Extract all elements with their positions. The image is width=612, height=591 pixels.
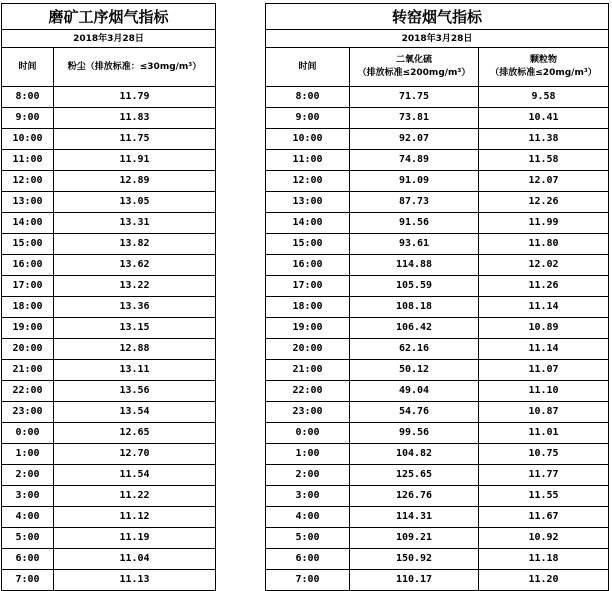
dust-value-cell: 11.79: [54, 87, 216, 108]
time-cell: 3:00: [266, 486, 350, 507]
time-cell: 16:00: [266, 255, 350, 276]
pm-value-cell: 11.67: [479, 507, 609, 528]
so2-value-cell: 62.16: [350, 339, 479, 360]
time-cell: 8:00: [266, 87, 350, 108]
table-row: [266, 465, 609, 486]
kiln-flue-gas-table: [265, 3, 609, 591]
time-cell: 3:00: [2, 486, 54, 507]
dust-value-cell: 11.54: [54, 465, 216, 486]
table-row: [266, 108, 609, 129]
table-row: [266, 360, 609, 381]
pm-value-cell: 12.07: [479, 171, 609, 192]
kiln-col-time: 时间: [266, 48, 350, 87]
dust-value-cell: 13.56: [54, 381, 216, 402]
kiln-table-date: 2018年3月28日: [266, 30, 609, 48]
time-cell: 22:00: [2, 381, 54, 402]
pm-value-cell: 10.87: [479, 402, 609, 423]
pm-value-cell: 11.80: [479, 234, 609, 255]
pm-value-cell: 11.58: [479, 150, 609, 171]
so2-value-cell: 108.18: [350, 297, 479, 318]
dust-value-cell: 13.36: [54, 297, 216, 318]
time-cell: 6:00: [266, 549, 350, 570]
pm-value-cell: 11.07: [479, 360, 609, 381]
table-row: [2, 171, 216, 192]
time-cell: 5:00: [2, 528, 54, 549]
so2-value-cell: 150.92: [350, 549, 479, 570]
table-row: [2, 339, 216, 360]
time-cell: 13:00: [2, 192, 54, 213]
table-row: [2, 255, 216, 276]
so2-value-cell: 125.65: [350, 465, 479, 486]
dust-value-cell: 13.05: [54, 192, 216, 213]
table-row: [2, 360, 216, 381]
pm-value-cell: 11.10: [479, 381, 609, 402]
grinding-flue-gas-table: [1, 3, 216, 591]
so2-value-cell: 110.17: [350, 570, 479, 591]
time-cell: 21:00: [266, 360, 350, 381]
kiln-col-so2-name: 二氧化硫: [395, 55, 432, 65]
table-row: [266, 171, 609, 192]
table-row: [266, 381, 609, 402]
so2-value-cell: 71.75: [350, 87, 479, 108]
time-cell: 14:00: [266, 213, 350, 234]
time-cell: 18:00: [2, 297, 54, 318]
time-cell: 4:00: [266, 507, 350, 528]
dust-value-cell: 12.70: [54, 444, 216, 465]
table-row: [2, 108, 216, 129]
so2-value-cell: 99.56: [350, 423, 479, 444]
pm-value-cell: 11.99: [479, 213, 609, 234]
kiln-col-so2: [350, 48, 479, 87]
time-cell: 23:00: [2, 402, 54, 423]
table-row: [2, 570, 216, 591]
pm-value-cell: 11.20: [479, 570, 609, 591]
dust-value-cell: 11.75: [54, 129, 216, 150]
time-cell: 15:00: [266, 234, 350, 255]
table-row: [266, 276, 609, 297]
table-row: [266, 87, 609, 108]
time-cell: 0:00: [266, 423, 350, 444]
pm-value-cell: 10.92: [479, 528, 609, 549]
dust-value-cell: 11.12: [54, 507, 216, 528]
pm-value-cell: 11.55: [479, 486, 609, 507]
so2-value-cell: 91.09: [350, 171, 479, 192]
table-row: [266, 402, 609, 423]
table-row: [2, 297, 216, 318]
table-row: [266, 129, 609, 150]
table-row: [2, 213, 216, 234]
table-row: [2, 444, 216, 465]
time-cell: 2:00: [2, 465, 54, 486]
so2-value-cell: 106.42: [350, 318, 479, 339]
table-row: [2, 423, 216, 444]
table-row: [266, 150, 609, 171]
time-cell: 17:00: [2, 276, 54, 297]
so2-value-cell: 93.61: [350, 234, 479, 255]
table-row: [2, 150, 216, 171]
table-row: [266, 528, 609, 549]
pm-value-cell: 11.18: [479, 549, 609, 570]
time-cell: 13:00: [266, 192, 350, 213]
time-cell: 20:00: [266, 339, 350, 360]
dust-value-cell: 11.19: [54, 528, 216, 549]
time-cell: 12:00: [2, 171, 54, 192]
time-cell: 16:00: [2, 255, 54, 276]
so2-value-cell: 91.56: [350, 213, 479, 234]
time-cell: 5:00: [266, 528, 350, 549]
time-cell: 8:00: [2, 87, 54, 108]
table-row: [266, 213, 609, 234]
so2-value-cell: 114.31: [350, 507, 479, 528]
so2-value-cell: 49.04: [350, 381, 479, 402]
time-cell: 2:00: [266, 465, 350, 486]
time-cell: 18:00: [266, 297, 350, 318]
table-row: [266, 444, 609, 465]
dust-value-cell: 13.22: [54, 276, 216, 297]
so2-value-cell: 87.73: [350, 192, 479, 213]
pm-value-cell: 12.26: [479, 192, 609, 213]
table-row: [266, 339, 609, 360]
so2-value-cell: 114.88: [350, 255, 479, 276]
time-cell: 11:00: [2, 150, 54, 171]
so2-value-cell: 92.07: [350, 129, 479, 150]
time-cell: 22:00: [266, 381, 350, 402]
table-row: [2, 381, 216, 402]
time-cell: 19:00: [2, 318, 54, 339]
time-cell: 19:00: [266, 318, 350, 339]
grinding-table-title: 磨矿工序烟气指标: [2, 4, 216, 30]
pm-value-cell: 12.02: [479, 255, 609, 276]
table-row: [266, 423, 609, 444]
pm-value-cell: 10.89: [479, 318, 609, 339]
pm-value-cell: 11.14: [479, 297, 609, 318]
grinding-table-date: 2018年3月28日: [2, 30, 216, 48]
dust-value-cell: 13.82: [54, 234, 216, 255]
table-row: [266, 570, 609, 591]
dust-value-cell: 13.62: [54, 255, 216, 276]
time-cell: 6:00: [2, 549, 54, 570]
pm-value-cell: 10.41: [479, 108, 609, 129]
time-cell: 9:00: [266, 108, 350, 129]
dust-value-cell: 11.91: [54, 150, 216, 171]
kiln-col-so2-standard: （排放标准≤200mg/m³）: [357, 68, 471, 78]
dust-value-cell: 11.04: [54, 549, 216, 570]
pm-value-cell: 11.77: [479, 465, 609, 486]
time-cell: 1:00: [266, 444, 350, 465]
so2-value-cell: 50.12: [350, 360, 479, 381]
grinding-col-dust: 粉尘（排放标准：≤30mg/m³）: [54, 48, 216, 87]
time-cell: 7:00: [266, 570, 350, 591]
table-row: [2, 276, 216, 297]
so2-value-cell: 73.81: [350, 108, 479, 129]
pm-value-cell: 11.38: [479, 129, 609, 150]
kiln-col-pm-name: 颗粒物: [530, 55, 558, 65]
time-cell: 14:00: [2, 213, 54, 234]
table-row: [2, 465, 216, 486]
table-row: [2, 486, 216, 507]
table-row: [2, 402, 216, 423]
time-cell: 20:00: [2, 339, 54, 360]
dust-value-cell: 13.15: [54, 318, 216, 339]
table-row: [2, 507, 216, 528]
table-row: [266, 549, 609, 570]
kiln-col-pm: [479, 48, 609, 87]
pm-value-cell: 11.14: [479, 339, 609, 360]
table-row: [266, 192, 609, 213]
dust-value-cell: 13.31: [54, 213, 216, 234]
dust-value-cell: 13.11: [54, 360, 216, 381]
table-row: [2, 318, 216, 339]
so2-value-cell: 109.21: [350, 528, 479, 549]
time-cell: 15:00: [2, 234, 54, 255]
time-cell: 7:00: [2, 570, 54, 591]
kiln-table-title: 转窑烟气指标: [266, 4, 609, 30]
dust-value-cell: 12.89: [54, 171, 216, 192]
time-cell: 11:00: [266, 150, 350, 171]
table-row: [266, 507, 609, 528]
so2-value-cell: 105.59: [350, 276, 479, 297]
dust-value-cell: 12.88: [54, 339, 216, 360]
dust-value-cell: 11.13: [54, 570, 216, 591]
pm-value-cell: 10.75: [479, 444, 609, 465]
table-row: [2, 192, 216, 213]
so2-value-cell: 54.76: [350, 402, 479, 423]
time-cell: 12:00: [266, 171, 350, 192]
table-row: [2, 87, 216, 108]
table-row: [2, 129, 216, 150]
dust-value-cell: 12.65: [54, 423, 216, 444]
time-cell: 1:00: [2, 444, 54, 465]
so2-value-cell: 104.82: [350, 444, 479, 465]
table-row: [2, 528, 216, 549]
table-row: [266, 318, 609, 339]
table-row: [266, 486, 609, 507]
so2-value-cell: 126.76: [350, 486, 479, 507]
table-row: [266, 297, 609, 318]
kiln-col-pm-standard: （排放标准≤20mg/m³）: [490, 68, 597, 78]
time-cell: 17:00: [266, 276, 350, 297]
grinding-col-time: 时间: [2, 48, 54, 87]
time-cell: 10:00: [2, 129, 54, 150]
time-cell: 4:00: [2, 507, 54, 528]
table-row: [266, 234, 609, 255]
pm-value-cell: 11.01: [479, 423, 609, 444]
so2-value-cell: 74.89: [350, 150, 479, 171]
pm-value-cell: 9.58: [479, 87, 609, 108]
pm-value-cell: 11.26: [479, 276, 609, 297]
table-row: [2, 234, 216, 255]
time-cell: 23:00: [266, 402, 350, 423]
dust-value-cell: 11.83: [54, 108, 216, 129]
time-cell: 10:00: [266, 129, 350, 150]
dust-value-cell: 11.22: [54, 486, 216, 507]
table-row: [2, 549, 216, 570]
time-cell: 9:00: [2, 108, 54, 129]
time-cell: 0:00: [2, 423, 54, 444]
table-row: [266, 255, 609, 276]
dust-value-cell: 13.54: [54, 402, 216, 423]
time-cell: 21:00: [2, 360, 54, 381]
